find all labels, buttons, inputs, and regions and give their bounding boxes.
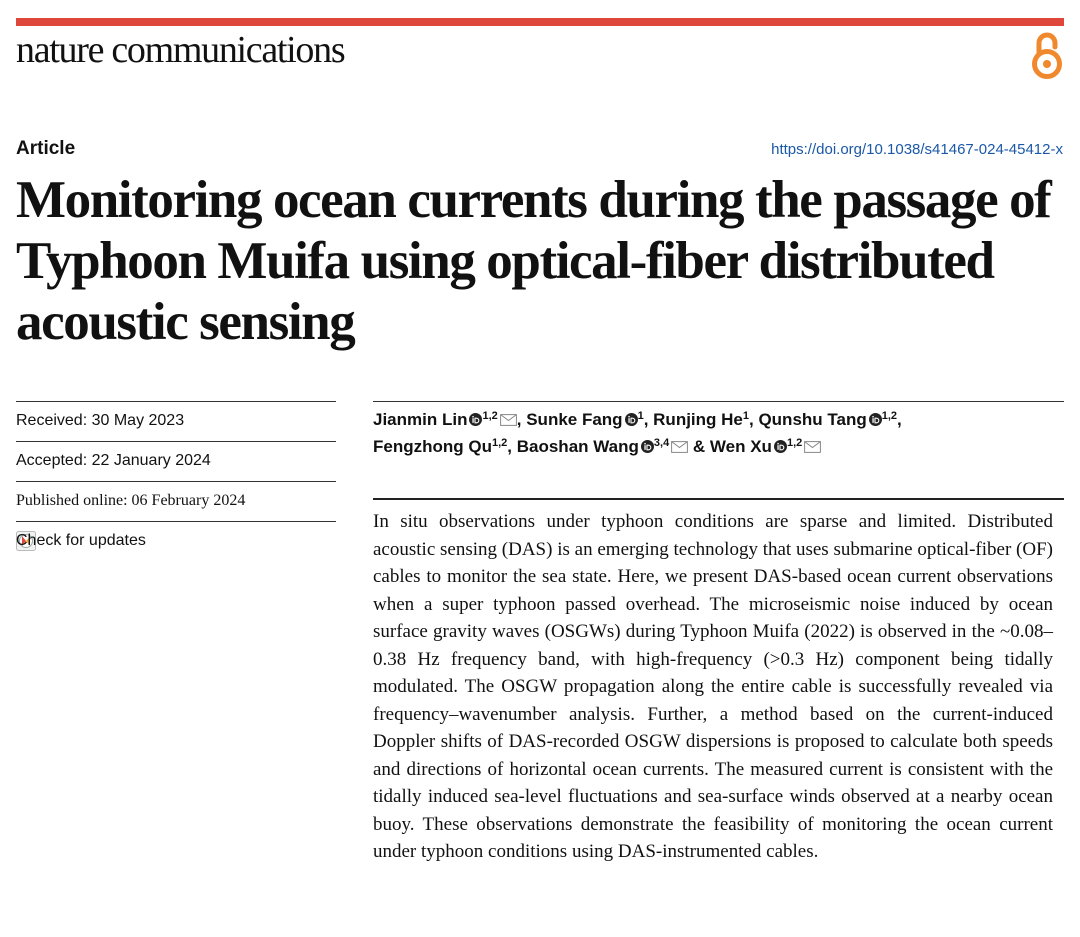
- received-row: [16, 401, 336, 441]
- author-affiliation[interactable]: 1: [637, 410, 644, 422]
- orcid-icon[interactable]: [774, 440, 787, 453]
- published-date: Published online: 06 February 2024: [16, 492, 246, 509]
- article-title: Monitoring ocean currents during the passage of Typhoon Muifa using optical-fiber distributed acoustic sensing: [16, 171, 1051, 351]
- received-date: Received: 30 May 2023: [16, 412, 185, 429]
- email-icon[interactable]: [804, 441, 821, 453]
- author-separator: ,: [516, 410, 527, 429]
- accepted-row: [16, 441, 336, 481]
- author-item: [373, 437, 517, 456]
- author-name[interactable]: Wen Xu: [709, 437, 772, 456]
- author-item: [653, 410, 758, 429]
- abstract-text: In situ observations under typhoon conditions are sparse and limited. Distributed acoustic sensing (DAS) is an emerging technology that uses submarine optical-fiber (OF) cables to monitor the sea state. Here, we present DAS-based ocean current observations when a super typhoon passed overhead. The microseismic noise induced by ocean surface gravity waves (OSGWs) during Typhoon Muifa (2022) is observed in the ~0.08–0.38 Hz frequency band, with high-frequency (>0.3 Hz) component being tidally modulated. The OSGW propagation along the entire cable is successfully revealed via frequency–wavenumber analysis. Further, a method based on the current-induced Doppler shifts of DAS-recorded OSGW dispersions is proposed to calculate both speeds and directions of horizontal ocean currents. The measured current is consistent with the tidally induced sea-level fluctuations and sea-surface winds observed at a nearby ocean buoy. These observations demonstrate the feasibility of monitoring the ocean current under typhoon conditions using DAS-instrumented cables.: [373, 511, 1053, 862]
- check-for-updates-link[interactable]: Check for updates: [16, 532, 146, 549]
- author-separator: ,: [507, 437, 517, 456]
- orcid-icon[interactable]: [641, 440, 654, 453]
- doi-link[interactable]: https://doi.org/10.1038/s41467-024-45412-x: [771, 141, 1063, 158]
- author-separator: ,: [897, 410, 902, 429]
- author-separator: ,: [643, 410, 654, 429]
- author-name[interactable]: Qunshu Tang: [758, 410, 867, 429]
- journal-accent-bar: [16, 18, 1064, 26]
- author-name[interactable]: Fengzhong Qu: [373, 437, 492, 456]
- authors-divider: [373, 401, 1064, 402]
- author-name[interactable]: Runjing He: [653, 410, 743, 429]
- author-affiliation[interactable]: 1: [742, 410, 749, 422]
- abstract-divider: [373, 498, 1064, 500]
- author-item: [526, 410, 653, 429]
- author-item: [710, 437, 821, 456]
- author-separator: ,: [749, 410, 759, 429]
- author-affiliation[interactable]: 3,4: [653, 437, 670, 449]
- author-separator: &: [688, 437, 710, 456]
- author-name[interactable]: Jianmin Lin: [373, 410, 468, 429]
- email-icon[interactable]: [500, 414, 517, 426]
- orcid-icon[interactable]: [869, 413, 882, 426]
- author-name[interactable]: Sunke Fang: [526, 410, 623, 429]
- author-name[interactable]: Baoshan Wang: [516, 437, 639, 456]
- published-row: [16, 481, 336, 521]
- author-affiliation[interactable]: 1,2: [881, 410, 898, 422]
- author-affiliation[interactable]: 1,2: [491, 437, 508, 449]
- author-item: [373, 410, 526, 429]
- author-affiliation[interactable]: 1,2: [482, 410, 498, 422]
- author-list: [373, 406, 1063, 460]
- open-access-lock-icon: [1030, 30, 1064, 80]
- orcid-icon[interactable]: [469, 413, 482, 426]
- email-icon[interactable]: [671, 441, 688, 453]
- check-updates-row[interactable]: [16, 521, 336, 561]
- author-item: [517, 437, 710, 456]
- article-type: Article: [16, 138, 76, 159]
- author-item: [758, 410, 901, 429]
- article-dates: [16, 401, 336, 561]
- orcid-icon[interactable]: [625, 413, 638, 426]
- author-affiliation[interactable]: 1,2: [786, 437, 803, 449]
- journal-name[interactable]: nature communications: [16, 29, 345, 71]
- accepted-date: Accepted: 22 January 2024: [16, 452, 211, 469]
